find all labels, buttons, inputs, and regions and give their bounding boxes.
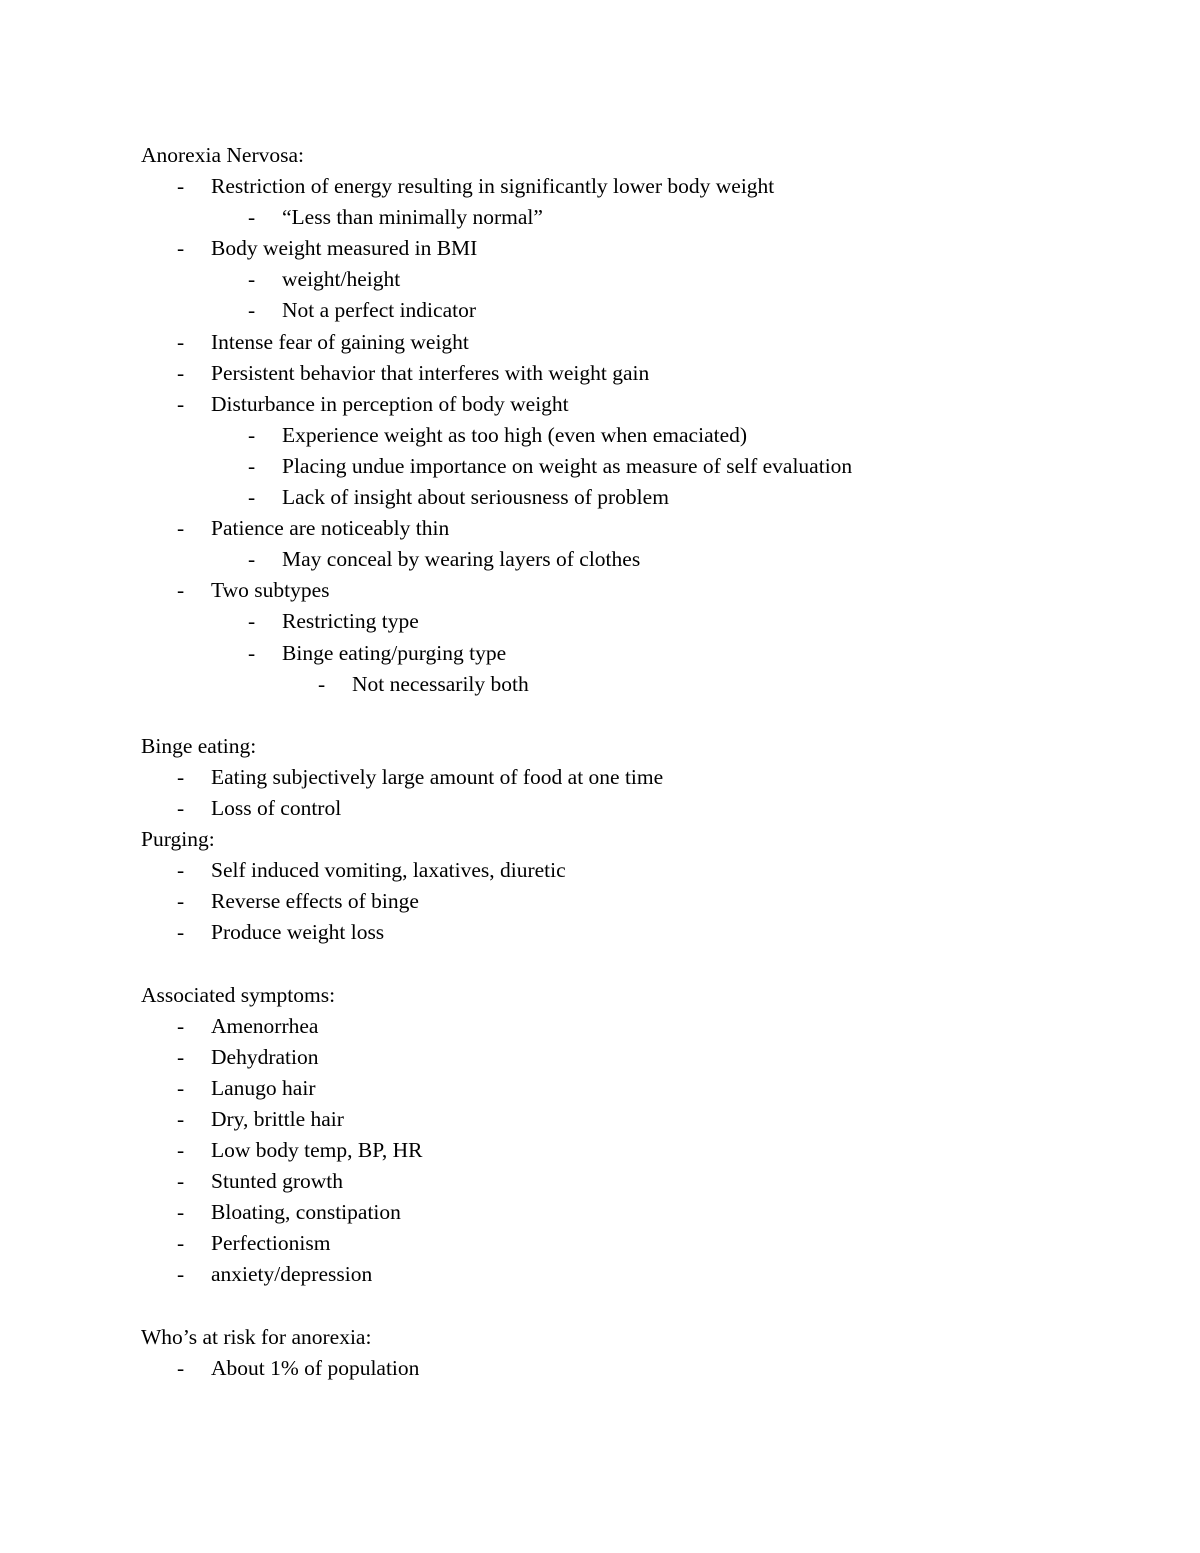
- dash-bullet-icon: -: [177, 1262, 185, 1287]
- dash-bullet-icon: -: [177, 174, 185, 199]
- dash-bullet-icon: -: [177, 578, 185, 603]
- section-heading: [0, 824, 1200, 855]
- list-item-text: Body weight measured in BMI: [211, 236, 478, 261]
- dash-bullet-icon: -: [177, 1106, 185, 1131]
- list-item-text: Dehydration: [211, 1044, 319, 1069]
- list-item-text: Binge eating/purging type: [282, 640, 507, 665]
- dash-bullet-icon: -: [177, 858, 185, 883]
- section-heading-text: Purging:: [141, 827, 215, 852]
- list-item-level-1: [0, 1104, 1200, 1135]
- list-item-text: anxiety/depression: [211, 1262, 373, 1287]
- list-item-text: Patience are noticeably thin: [211, 516, 450, 541]
- list-item-text: Reverse effects of binge: [211, 889, 419, 914]
- dash-bullet-icon: -: [177, 920, 185, 945]
- section-heading: [0, 1322, 1200, 1353]
- list-item-text: “Less than minimally normal”: [282, 205, 543, 230]
- list-item-level-1: [0, 1353, 1200, 1384]
- dash-bullet-icon: -: [177, 329, 185, 354]
- list-item-text: Lack of insight about seriousness of problem: [282, 485, 669, 510]
- list-item-text: Restriction of energy resulting in significantly lower body weight: [211, 174, 775, 199]
- list-item-text: About 1% of population: [211, 1355, 420, 1380]
- dash-bullet-icon: -: [177, 889, 185, 914]
- dash-bullet-icon: -: [177, 1231, 185, 1256]
- list-item-level-1: [0, 1228, 1200, 1259]
- list-item-level-1: [0, 1073, 1200, 1104]
- dash-bullet-icon: -: [177, 1355, 185, 1380]
- list-item-level-1: [0, 389, 1200, 420]
- dash-bullet-icon: -: [177, 1044, 185, 1069]
- list-item-level-1: [0, 917, 1200, 948]
- list-item-level-3: [0, 669, 1200, 700]
- list-item-level-1: [0, 1197, 1200, 1228]
- list-item-level-1: [0, 233, 1200, 264]
- section-heading-text: Binge eating:: [141, 733, 257, 758]
- list-item-text: Perfectionism: [211, 1231, 331, 1256]
- document-body: [0, 140, 1200, 1384]
- dash-bullet-icon: -: [177, 1200, 185, 1225]
- dash-bullet-icon: -: [177, 1169, 185, 1194]
- blank-line: [0, 948, 1200, 979]
- list-item-text: Not a perfect indicator: [282, 298, 477, 323]
- list-item-level-2: [0, 295, 1200, 326]
- list-item-text: Restricting type: [282, 609, 419, 634]
- list-item-level-2: [0, 420, 1200, 451]
- blank-line: [0, 700, 1200, 731]
- list-item-text: Not necessarily both: [352, 671, 529, 696]
- list-item-level-1: [0, 1011, 1200, 1042]
- list-item-text: Self induced vomiting, laxatives, diuretic: [211, 858, 566, 883]
- dash-bullet-icon: -: [248, 547, 256, 572]
- list-item-text: Amenorrhea: [211, 1013, 319, 1038]
- section-heading: [0, 140, 1200, 171]
- list-item-level-1: [0, 513, 1200, 544]
- list-item-level-1: [0, 1135, 1200, 1166]
- list-item-text: Stunted growth: [211, 1169, 343, 1194]
- list-item-level-2: [0, 264, 1200, 295]
- dash-bullet-icon: -: [177, 516, 185, 541]
- dash-bullet-icon: -: [248, 453, 256, 478]
- list-item-text: Bloating, constipation: [211, 1200, 401, 1225]
- list-item-level-2: [0, 544, 1200, 575]
- list-item-level-2: [0, 451, 1200, 482]
- list-item-level-2: [0, 482, 1200, 513]
- dash-bullet-icon: -: [177, 391, 185, 416]
- list-item-text: Lanugo hair: [211, 1075, 316, 1100]
- dash-bullet-icon: -: [177, 795, 185, 820]
- blank-line: [0, 1290, 1200, 1321]
- list-item-text: Disturbance in perception of body weight: [211, 391, 569, 416]
- section-heading: [0, 980, 1200, 1011]
- dash-bullet-icon: -: [318, 671, 326, 696]
- list-item-text: Produce weight loss: [211, 920, 385, 945]
- list-item-text: Loss of control: [211, 795, 342, 820]
- dash-bullet-icon: -: [177, 1075, 185, 1100]
- list-item-level-1: [0, 171, 1200, 202]
- list-item-text: Two subtypes: [211, 578, 330, 603]
- dash-bullet-icon: -: [177, 1138, 185, 1162]
- list-item-level-1: [0, 762, 1200, 793]
- dash-bullet-icon: -: [248, 267, 256, 292]
- list-item-level-1: [0, 793, 1200, 824]
- list-item-text: weight/height: [282, 267, 401, 292]
- dash-bullet-icon: -: [177, 764, 185, 789]
- list-item-text: Persistent behavior that interferes with weight gain: [211, 360, 650, 385]
- list-item-text: Eating subjectively large amount of food at one time: [211, 764, 664, 789]
- list-item-level-2: [0, 638, 1200, 669]
- section-heading-text: Anorexia Nervosa:: [141, 143, 304, 167]
- dash-bullet-icon: -: [248, 640, 256, 665]
- dash-bullet-icon: -: [248, 609, 256, 634]
- list-item-level-1: [0, 575, 1200, 606]
- dash-bullet-icon: -: [177, 1013, 185, 1038]
- list-item-text: Placing undue importance on weight as measure of self evaluation: [282, 453, 853, 478]
- list-item-level-1: [0, 327, 1200, 358]
- list-item-text: Experience weight as too high (even when emaciated): [282, 422, 748, 447]
- section-heading-text: Associated symptoms:: [141, 982, 336, 1007]
- list-item-text: Intense fear of gaining weight: [211, 329, 469, 354]
- list-item-text: Dry, brittle hair: [211, 1106, 344, 1131]
- section-heading-text: Who’s at risk for anorexia:: [141, 1324, 372, 1349]
- list-item-level-1: [0, 1166, 1200, 1197]
- section-heading: [0, 731, 1200, 762]
- list-item-level-1: [0, 886, 1200, 917]
- list-item-level-1: [0, 1042, 1200, 1073]
- dash-bullet-icon: -: [248, 422, 256, 447]
- list-item-level-2: [0, 606, 1200, 637]
- dash-bullet-icon: -: [248, 485, 256, 510]
- list-item-level-1: [0, 358, 1200, 389]
- dash-bullet-icon: -: [177, 360, 185, 385]
- dash-bullet-icon: -: [248, 205, 256, 230]
- list-item-level-1: [0, 1259, 1200, 1290]
- list-item-text: May conceal by wearing layers of clothes: [282, 547, 641, 572]
- list-item-level-2: [0, 202, 1200, 233]
- list-item-text: Low body temp, BP, HR: [211, 1138, 423, 1162]
- dash-bullet-icon: -: [248, 298, 256, 323]
- dash-bullet-icon: -: [177, 236, 185, 261]
- list-item-level-1: [0, 855, 1200, 886]
